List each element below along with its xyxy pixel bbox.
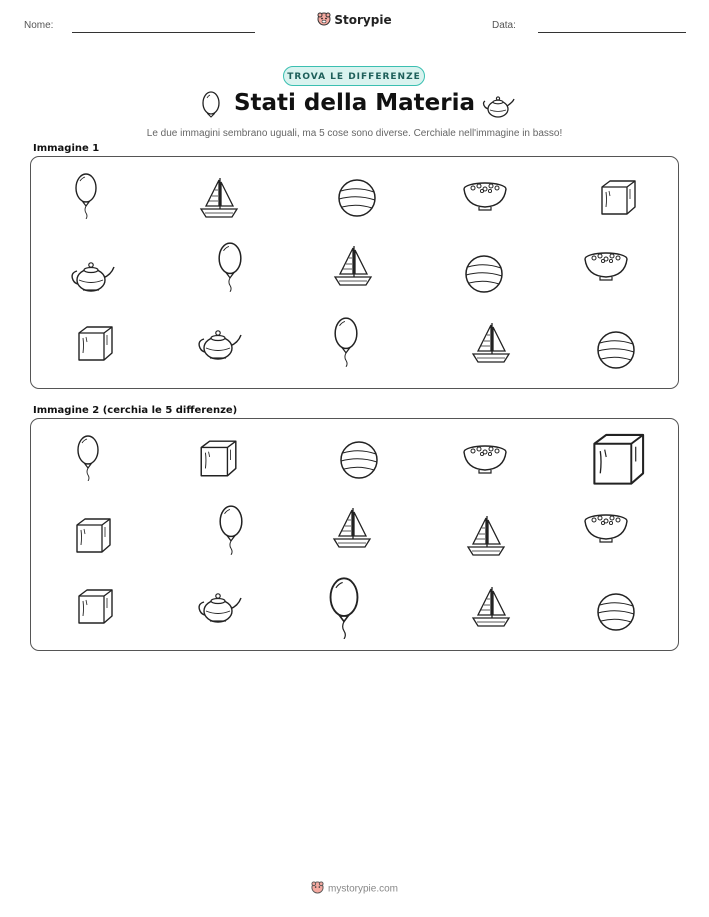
ball-icon <box>595 591 637 633</box>
teapot-icon <box>194 584 244 626</box>
brand-name: Storypie <box>334 13 392 27</box>
ball-icon <box>463 253 505 295</box>
sailboat-icon[interactable] <box>463 513 509 559</box>
sailboat-icon <box>468 320 514 366</box>
footer-url[interactable]: mystorypie.com <box>327 883 398 895</box>
balloon-icon <box>76 435 100 481</box>
ice-cube-icon[interactable] <box>587 429 649 491</box>
cereal-bowl-icon <box>582 248 630 282</box>
ice-cube-icon <box>74 586 116 628</box>
instructions: Le due immagini sembrano uguali, ma 5 cose sono diverse. Cerchiale nell'immagine in basso! <box>146 128 563 139</box>
ball-icon <box>595 329 637 371</box>
cereal-bowl-icon <box>461 178 509 212</box>
ball-icon <box>336 177 378 219</box>
image1-label: Immagine 1 <box>33 143 100 154</box>
ice-cube-icon[interactable] <box>196 437 240 481</box>
storypie-logo-icon <box>317 12 331 29</box>
name-label: Nome: <box>24 20 54 31</box>
teapot-icon <box>194 321 244 363</box>
teapot-icon <box>67 253 117 295</box>
balloon-icon <box>74 173 98 219</box>
balloon-icon <box>333 317 359 367</box>
name-line[interactable] <box>72 32 255 33</box>
date-label: Data: <box>492 20 516 31</box>
ball-icon <box>338 439 380 481</box>
image2-panel <box>30 418 679 651</box>
image1-panel <box>30 156 679 389</box>
balloon-icon[interactable] <box>325 577 363 639</box>
ice-cube-icon[interactable] <box>72 515 114 557</box>
teapot-icon <box>481 93 515 123</box>
cereal-bowl-icon <box>461 441 509 475</box>
sailboat-icon <box>468 584 514 630</box>
date-line[interactable] <box>538 32 686 33</box>
ice-cube-icon <box>74 323 116 365</box>
page-title: Stati della Materia <box>233 90 476 116</box>
storypie-logo-icon <box>311 881 324 897</box>
sailboat-icon <box>196 175 242 221</box>
footer <box>0 881 709 897</box>
balloon-icon <box>217 242 243 292</box>
image2-label: Immagine 2 (cerchia le 5 differenze) <box>33 405 238 416</box>
sailboat-icon <box>330 243 376 289</box>
balloon-icon <box>218 505 244 555</box>
ice-cube-icon <box>597 177 639 219</box>
cereal-bowl-icon <box>582 510 630 544</box>
activity-badge: TROVA LE DIFFERENZE <box>283 66 425 86</box>
sailboat-icon <box>329 505 375 551</box>
brand <box>0 12 709 29</box>
